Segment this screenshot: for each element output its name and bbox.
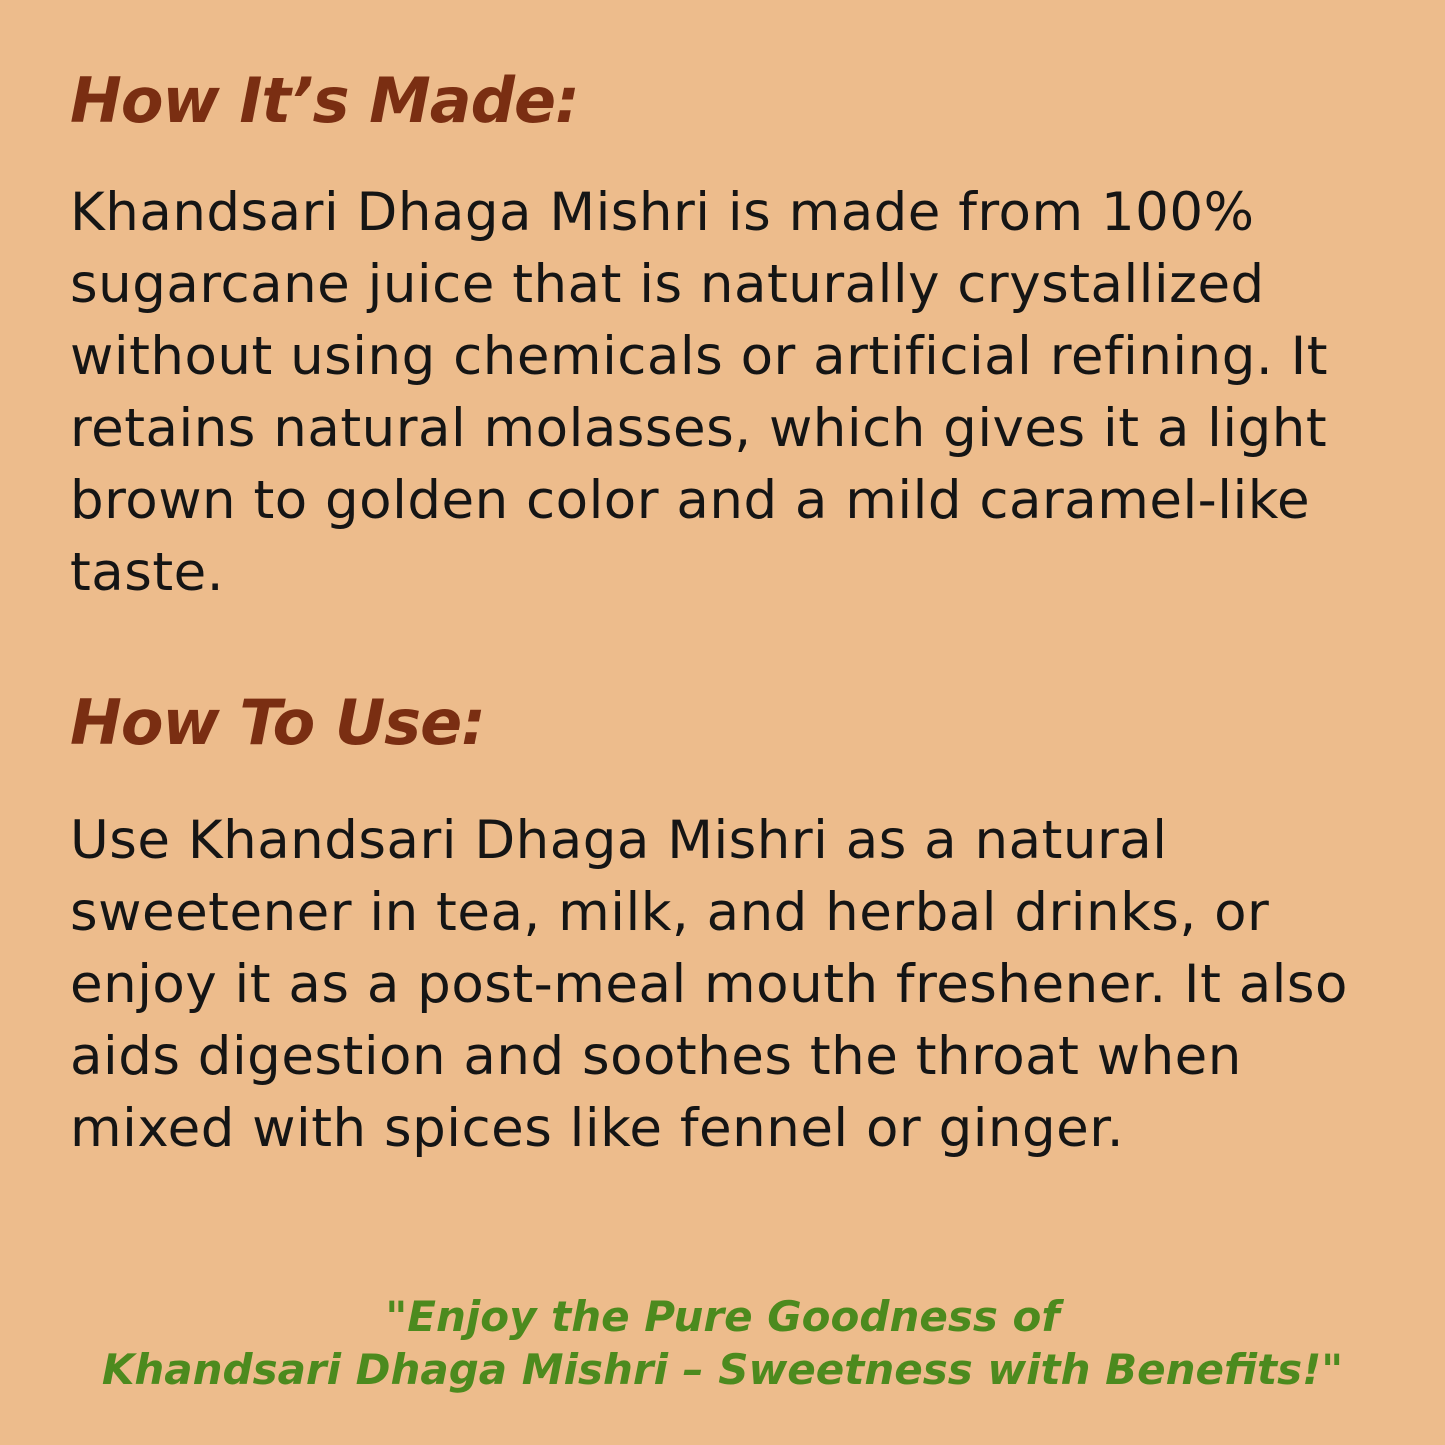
tagline-line-2: Khandsari Dhaga Mishri – Sweetness with Benefits!" — [101, 1345, 1344, 1395]
section-how-its-made — [70, 64, 1375, 610]
how-to-use-heading: How To Use: — [70, 685, 485, 759]
tagline — [70, 1290, 1375, 1398]
how-its-made-heading: How It’s Made: — [70, 64, 579, 137]
how-to-use-body: Use Khandsari Dhaga Mishri as a natural sweetener in tea, milk, and herbal drinks, or enjoy it as a post-meal mouth freshener. It also aids digestion and soothes the throat when mixed with spices like fennel or ginger. — [70, 809, 1348, 1159]
tagline-line-1: "Enjoy the Pure Goodness of — [385, 1291, 1060, 1341]
section-how-to-use — [70, 685, 1375, 1165]
how-its-made-body: Khandsari Dhaga Mishri is made from 100% sugarcane juice that is naturally crystallized without using chemicals or artificial refining. It retains natural molasses, which gives it a light brown to golden color and a mild caramel-like taste. — [70, 182, 1329, 604]
